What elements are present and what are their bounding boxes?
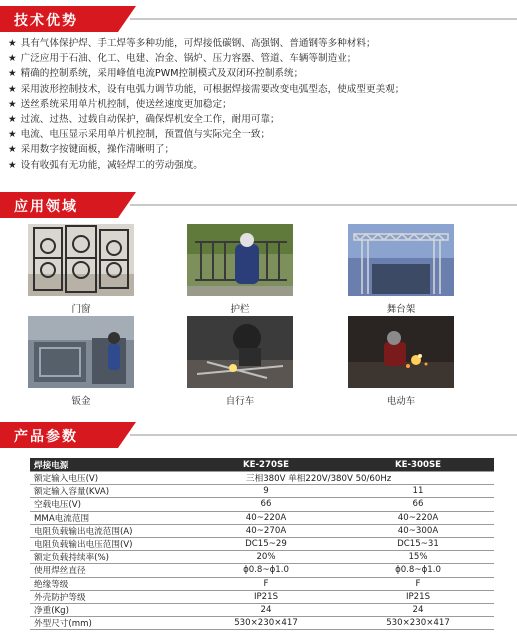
table-row bbox=[30, 551, 494, 564]
param-label: 使用焊丝直径 bbox=[30, 564, 190, 577]
parameter-table bbox=[30, 458, 494, 630]
star-icon: ★ bbox=[8, 68, 17, 80]
app-caption: 舞台架 bbox=[386, 304, 416, 315]
feature-item: ★ 设有收弧有无功能，减轻焊工的劳动强度。 bbox=[8, 159, 203, 171]
section-divider bbox=[130, 18, 517, 20]
param-label: 外壳防护等级 bbox=[30, 590, 190, 603]
param-label: 净重(Kg) bbox=[30, 603, 190, 616]
app-item-bicycle bbox=[187, 316, 293, 407]
app-caption: 钣金 bbox=[71, 396, 91, 407]
param-label: 额定输入容量(KVA) bbox=[30, 485, 190, 498]
param-label: 空载电压(V) bbox=[30, 498, 190, 511]
table-header-cell: 焊接电源 bbox=[30, 458, 190, 472]
param-value: 11 bbox=[342, 485, 494, 498]
param-value: 40~270A bbox=[190, 524, 342, 537]
param-label: 绝缘等级 bbox=[30, 577, 190, 590]
param-value: DC15~29 bbox=[190, 537, 342, 550]
tech-section-header bbox=[0, 6, 517, 32]
table-row bbox=[30, 577, 494, 590]
application-gallery bbox=[0, 224, 517, 407]
feature-item: ★ 采用波形控制技术，设有电弧力调节功能，可根据焊接需要改变电弧型态，使成型更美观； bbox=[8, 83, 405, 95]
app-caption: 门窗 bbox=[71, 304, 91, 315]
star-icon: ★ bbox=[8, 129, 17, 141]
param-value: 9 bbox=[190, 485, 342, 498]
table-row bbox=[30, 511, 494, 524]
app-item-stage bbox=[348, 224, 454, 315]
table-row bbox=[30, 603, 494, 616]
table-header-cell: KE-300SE bbox=[342, 458, 494, 472]
guardrail-welding-photo bbox=[187, 224, 293, 296]
star-icon: ★ bbox=[8, 38, 17, 49]
table-row bbox=[30, 590, 494, 603]
feature-item: ★ 精确的控制系统，采用峰值电流PWM控制模式及双闭环控制系统； bbox=[8, 68, 304, 80]
star-icon: ★ bbox=[8, 53, 17, 65]
param-value: ϕ0.8~ϕ1.0 bbox=[342, 564, 494, 577]
table-row bbox=[30, 537, 494, 550]
table-row bbox=[30, 485, 494, 498]
app-item-window bbox=[28, 224, 134, 315]
param-value: 66 bbox=[190, 498, 342, 511]
param-value: 24 bbox=[190, 603, 342, 616]
param-value: IP21S bbox=[342, 590, 494, 603]
param-value: 40~220A bbox=[342, 511, 494, 524]
star-icon: ★ bbox=[8, 98, 17, 110]
param-label: 额定负载持续率(%) bbox=[30, 551, 190, 564]
param-label: 额定输入电压(V) bbox=[30, 472, 190, 485]
param-value: 530×230×417 bbox=[190, 617, 342, 630]
app-item-guardrail bbox=[187, 224, 293, 315]
param-value: 40~220A bbox=[190, 511, 342, 524]
table-row bbox=[30, 472, 494, 485]
param-label: MMA电流范围 bbox=[30, 511, 190, 524]
table-row bbox=[30, 524, 494, 537]
param-value: F bbox=[190, 577, 342, 590]
window-frame-photo bbox=[28, 224, 134, 296]
bicycle-welding-photo bbox=[187, 316, 293, 388]
param-value: DC15~31 bbox=[342, 537, 494, 550]
table-row bbox=[30, 498, 494, 511]
section-divider bbox=[130, 434, 517, 436]
section-title: 技术优势 bbox=[14, 13, 78, 29]
param-label: 电阻负载输出电压范围(V) bbox=[30, 537, 190, 550]
section-title: 应用领域 bbox=[14, 199, 78, 215]
table-header-cell: KE-270SE bbox=[190, 458, 342, 472]
feature-item: ★ 采用数字按键面板，操作清晰明了； bbox=[8, 144, 175, 156]
app-caption: 电动车 bbox=[386, 396, 416, 407]
table-header-row bbox=[30, 458, 494, 472]
param-value: 15% bbox=[342, 551, 494, 564]
section-title: 产品参数 bbox=[14, 429, 78, 445]
section-divider bbox=[130, 204, 517, 206]
app-caption: 护栏 bbox=[230, 304, 250, 315]
param-label: 电阻负载输出电流范围(A) bbox=[30, 524, 190, 537]
apps-section-header bbox=[0, 192, 517, 218]
param-value: IP21S bbox=[190, 590, 342, 603]
param-value: 530×230×417 bbox=[342, 617, 494, 630]
app-caption: 自行车 bbox=[225, 396, 255, 407]
param-value: ϕ0.8~ϕ1.0 bbox=[190, 564, 342, 577]
feature-item: ★ 具有气体保护焊、手工焊等多种功能，可焊接低碳钢、高强钢、普通钢等多种材料； bbox=[8, 38, 376, 49]
stage-truss-photo bbox=[348, 224, 454, 296]
table-row bbox=[30, 617, 494, 630]
param-value: 20% bbox=[190, 551, 342, 564]
sheet-metal-photo bbox=[28, 316, 134, 388]
feature-item: ★ 过流、过热、过载自动保护，确保焊机安全工作，耐用可靠； bbox=[8, 114, 280, 126]
star-icon: ★ bbox=[8, 144, 17, 156]
table-row bbox=[30, 564, 494, 577]
param-value: F bbox=[342, 577, 494, 590]
param-label: 外型尺寸(mm) bbox=[30, 617, 190, 630]
param-value: 24 bbox=[342, 603, 494, 616]
feature-item: ★ 送丝系统采用单片机控制，使送丝速度更加稳定； bbox=[8, 98, 232, 110]
app-item-sheet-metal bbox=[28, 316, 134, 407]
param-value: 三相380V 单相220V/380V 50/60Hz bbox=[190, 472, 494, 485]
app-item-ebike bbox=[348, 316, 454, 407]
feature-item: ★ 电流、电压显示采用单片机控制，预置值与实际完全一致； bbox=[8, 129, 271, 141]
ebike-welding-photo bbox=[348, 316, 454, 388]
star-icon: ★ bbox=[8, 114, 17, 126]
feature-item: ★ 广泛应用于石油、化工、电建、冶金、锅炉、压力容器、管道、车辆等制造业； bbox=[8, 53, 357, 65]
star-icon: ★ bbox=[8, 159, 17, 171]
feature-list bbox=[8, 36, 513, 173]
params-section-header bbox=[0, 422, 517, 448]
star-icon: ★ bbox=[8, 83, 17, 95]
param-value: 40~300A bbox=[342, 524, 494, 537]
param-value: 66 bbox=[342, 498, 494, 511]
